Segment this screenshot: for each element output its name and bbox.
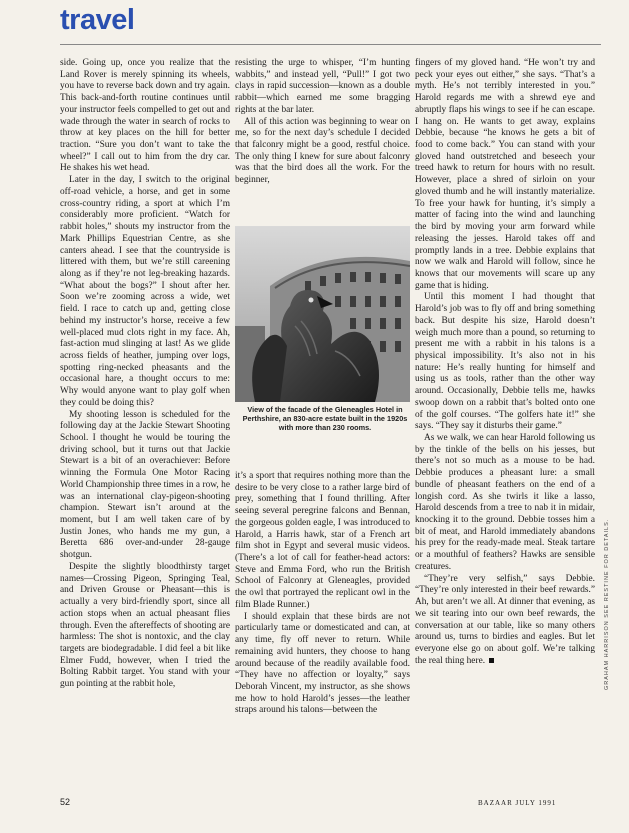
paragraph: fingers of my gloved hand. “He won’t try and peck your eyes out either,” she says. “That’s a myth. He’s not terribly interested in you.” Harold regards me with a shrewd eye and abruptly flaps his wings to see if he can escape. I hang on. He wants to get away, explains Debbie, because “he knows he gets a bit of food to come back.” You can stand with your gloved hand outstretched and beseech your treed hawk to return for hours with no result. However, place a shred of sirloin on your gloved thumb and he will instantly materialize. To free your hawk for hunting, it’s simply a matter of facing into the wind and launching the bird by moving your arm forward while releasing the jesses. Harold takes off and promptly lands in a tree. Debbie explains that now we walk and Harold will follow, since he knows that our movements will scare up any game that is hiding. — [415, 58, 595, 291]
paragraph: resisting the urge to whisper, “I’m hunting wabbits,” and instead yell, “Pull!” I got two clays in rapid succession—known as a double rabbit—which earned me some bragging rights at the bar later. — [235, 58, 410, 115]
paragraph: All of this action was beginning to wear on me, so for the next day’s schedule I decided that falconry might be a good, restful choice. The only thing I knew for sure about falconry was that the bird does all the work. For the beginner, — [235, 116, 410, 186]
column-3 — [415, 58, 595, 667]
paragraph: Despite the slightly bloodthirsty target names—Crossing Pigeon, Springing Teal, and Driven Grouse or Pheasant—this is actually a very bird-friendly sport, since all action stops when an actual pheasant flies through. Even the aftereffects of shooting are harmless: The shot is nontoxic, and the clay targets are biodegradable. I did feel a bit like Elmer Fudd, however, when I tried the Bolting Rabbit target. You stand with your gun pointing at the rabbit hole, — [60, 561, 230, 690]
paragraph: Later in the day, I switch to the original off-road vehicle, a horse, and get in some cross-country riding, a sport at which I’m considerably more proficient. “Watch for rabbit holes,” shouts my instructor from the Mark Phillips Equestrian Centre, as she canters ahead. I see that the countryside is littered with them, but we’re still careening along as if they’re not leg-breaking hazards. “What about the bogs?” I shout after her. Soon we’re zooming across a wide, wet field. I race to catch up and, getting close behind my instructor’s horse, receive a few well-placed mud clots right in my face. Ah, fast-action mud slinging at last! As we glide across fields of heather, jumping over logs, spotting ring-necked pheasants and the occasional hare, a thought occurs to me: Why would anyone want to play golf when they could be doing this? — [60, 175, 230, 408]
paragraph: Until this moment I had thought that Harold’s job was to fly off and bring something back. But despite his size, Harold doesn’t weigh much more than a pound, so returning to present me with a rabbit in his talons is a physical impossibility. It’s also not in his nature: He’s really hunting for himself and using us as tools, rather than the other way around. Occasionally, Debbie tells me, hawks swoop down on a rabbit that’s bolted onto one of the golf courses. “The golfers hate it!” she says. “They say it disturbs their game.” — [415, 292, 595, 432]
photo-credit: GRAHAM HARRISON SEE RESTINE FOR DETAILS. — [604, 518, 610, 690]
column-2-bottom — [235, 471, 410, 717]
header-rule — [60, 44, 601, 45]
paragraph — [415, 574, 595, 668]
paragraph: side. Going up, once you realize that the Land Rover is merely spinning its wheels, you have to reverse back down and try again. This back-and-forth routine continues until your instructor feels compelled to get out and wade through the water in search of rocks to throw at key places on the hill for better traction. “Sure you don’t want to take the wheel?” I call out to him from the dry car. He shakes his wet head. — [60, 58, 230, 174]
column-1 — [60, 58, 230, 691]
page-number: 52 — [60, 797, 71, 807]
paragraph: As we walk, we can hear Harold following us by the tinkle of the bells on his jesses, but there’s not so much as a mouse to be had. Debbie produces a pheasant lure: a small bundle of pheasant feathers on the end of a longish cord. As she twirls it like a lasso, Harold descends from a tree to nab it in midair, knocking it to the ground. Debbie tosses him a bit of meat, and Harold immediately abandons his prey for the ready-made meal. Steak tartare or a mouthful of feathers? Hawks are sensible creatures. — [415, 433, 595, 572]
footer-issue: BAZAAR JULY 1991 — [478, 799, 557, 807]
end-mark-icon — [489, 658, 494, 663]
paragraph: it’s a sport that requires nothing more than the desire to be very close to a rather large bird of prey, something that I found thrilling. After seeing several peregrine falcons and Bennan, the gorgeous golden eagle, I was introduced to Harold, a Harris hawk, star of a French art film shot in Egypt and several music videos. (There’s a lot of call for feather-head actors: Steve and Emma Ford, who run the British School of Falconry at Gleneagles, provided the owl that portrayed the replicant owl in the film Blade Runner.) — [235, 471, 410, 610]
paragraph: I should explain that these birds are not particularly tame or domesticated and can, at any time, fly off never to return. While remaining avid hunters, they choose to hang around because of the readily available food. “They have no affection or loyalty,” says Deborah Vincent, my instructor, as she shows me how to hold Harold’s jesses—the leather straps around his talons—between the — [235, 611, 410, 716]
photo-caption: View of the facade of the Gleneagles Hotel in Perthshire, an 830-acre estate built in the 1920s with more than 230 rooms. — [242, 405, 408, 432]
section-heading: travel — [60, 4, 135, 36]
paragraph: My shooting lesson is scheduled for the following day at the Jackie Stewart Shooting School. I thought he would be touring the driving school, but it turns out that Jackie Stewart is a bit of an overachiever: Before winning the Formula One Motor Racing World Championship three times in a row, he was an international clay-pigeon-shooting champion. Stewart isn’t around at the moment, but I am well taken care of by Justin Jones, who hands me my gun, a Beretta 686 over-and-under 28-gauge shotgun. — [60, 409, 230, 561]
column-2-top — [235, 58, 410, 187]
eagle-statue-photo — [235, 226, 410, 402]
paragraph-text: “They’re very selfish,” says Debbie. “They’re only interested in their beef rewards.” Ah, but aren’t we all. At dinner that evening, as we sit tearing into our own beef rewards, the conversation at our table, like so many others around us, turns to birdies and eagles. But let everyone else go on about golf. We’re talking the real thing here. — [415, 573, 595, 666]
